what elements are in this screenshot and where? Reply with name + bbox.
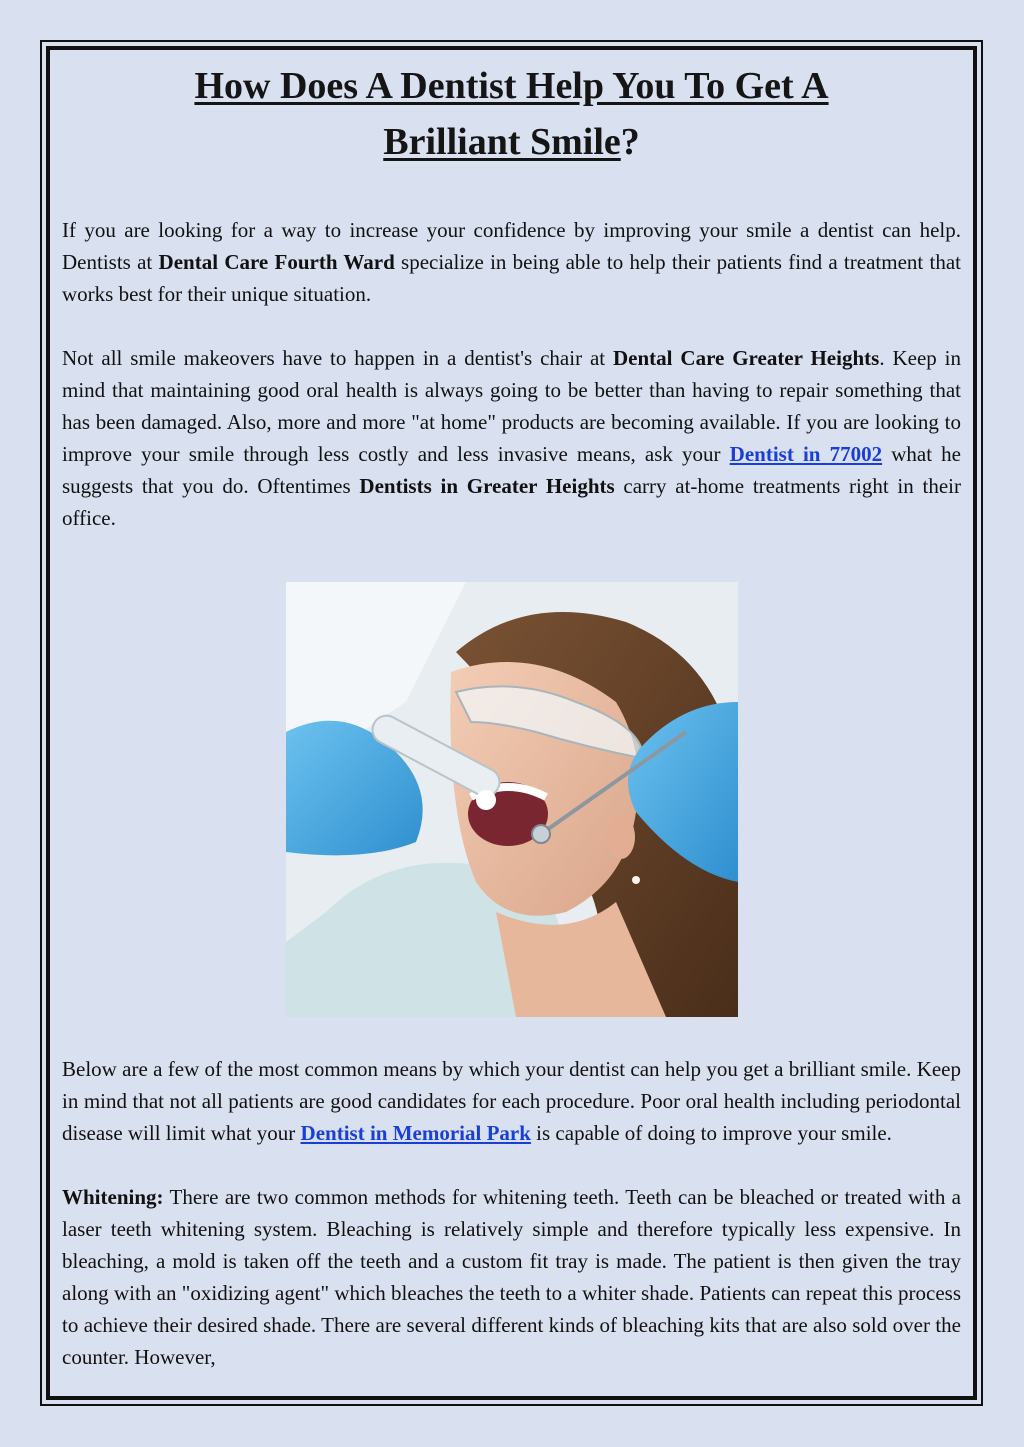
title-line-1: How Does A Dentist Help You To Get A bbox=[194, 65, 829, 107]
intro-text-2: specialize in being able to help their patients find a treatment that works best for their unique situation. bbox=[62, 250, 961, 306]
whitening-text: There are two common methods for whitening teeth. Teeth can be bleached or treated with a laser teeth whitening system. Bleaching is relatively simple and therefore typically less expensive. In bleaching, a mold is taken off the teeth and a custom fit tray is made. The patient is then given the tray along with an "oxidizing agent" which bleaches the teeth to a whiter shade. Patients can repeat this process to achieve their desired shade. There are several different kinds of bleaching kits that are also sold over the counter. However, bbox=[62, 1185, 961, 1369]
dental-exam-photo bbox=[286, 582, 738, 1017]
makeovers-bold-dentists: Dentists in Greater Heights bbox=[359, 474, 615, 498]
makeovers-text-2: . Keep in mind that maintaining good oral health is always going to be better than having to repair something that has been damaged. Also, more and more "at home" products are becoming available. If you are looking to improve your smile through less costly and less invasive means, ask your bbox=[62, 346, 961, 466]
dentist-memorial-park-link[interactable]: Dentist in Memorial Park bbox=[300, 1121, 531, 1145]
procedures-paragraph bbox=[62, 1053, 961, 1149]
title-question-mark: ? bbox=[620, 121, 640, 163]
dental-exam-illustration bbox=[286, 582, 738, 1017]
whitening-label: Whitening: bbox=[62, 1185, 164, 1209]
dentist-77002-link[interactable]: Dentist in 77002 bbox=[729, 442, 883, 466]
page-title bbox=[62, 58, 961, 170]
intro-paragraph bbox=[62, 214, 961, 310]
whitening-paragraph bbox=[62, 1181, 961, 1373]
document-body bbox=[62, 58, 961, 1373]
makeovers-text-4: carry at-home treatments right in their office. bbox=[62, 474, 961, 530]
makeovers-bold-clinic: Dental Care Greater Heights bbox=[613, 346, 880, 370]
procedures-text-2: is capable of doing to improve your smile. bbox=[530, 1121, 892, 1145]
intro-bold-clinic: Dental Care Fourth Ward bbox=[158, 250, 395, 274]
procedures-text-1: Below are a few of the most common means by which your dentist can help you get a brilliant smile. Keep in mind that not all patients are good candidates for each procedure. Poor oral health including periodontal disease will limit what your bbox=[62, 1057, 961, 1145]
makeovers-paragraph bbox=[62, 342, 961, 534]
makeovers-text-1: Not all smile makeovers have to happen in a dentist's chair at bbox=[62, 346, 614, 370]
makeovers-text-3: what he suggests that you do. Oftentimes bbox=[62, 442, 961, 498]
title-line-2: Brilliant Smile bbox=[383, 121, 621, 163]
intro-text-1: If you are looking for a way to increase your confidence by improving your smile a dentist can help. Dentists at bbox=[62, 218, 961, 274]
